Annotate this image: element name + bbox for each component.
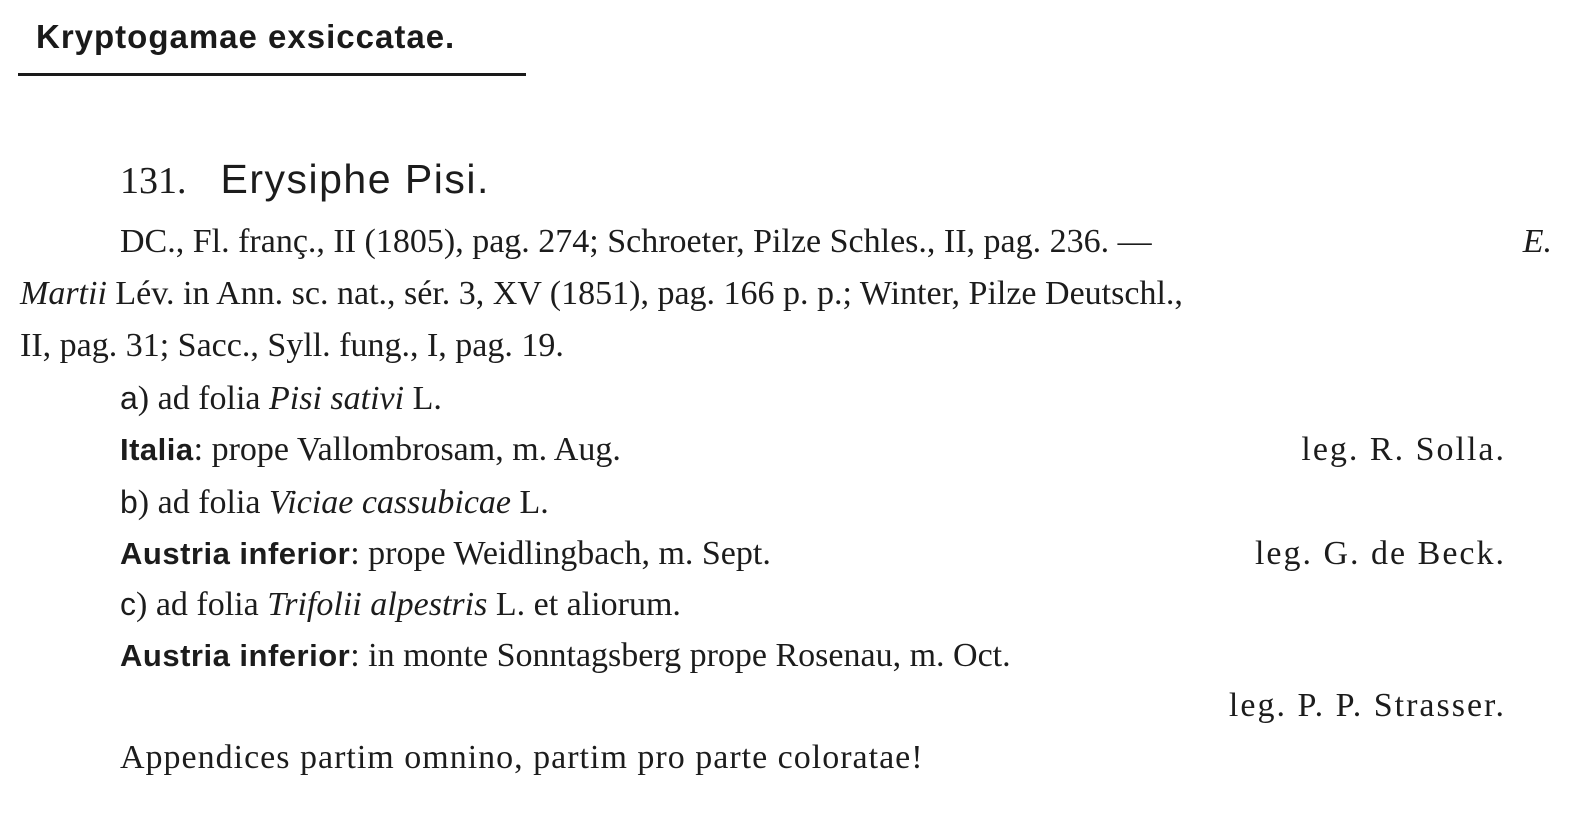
specimen-locality: : prope Weidlingbach, m. Sept. xyxy=(350,535,771,572)
page-header xyxy=(18,14,526,76)
specimen-b-host-line xyxy=(120,482,549,523)
closing-note: Appendices partim omnino, partim pro parte coloratae! xyxy=(120,739,924,776)
citation-line-3 xyxy=(20,326,564,366)
specimen-text: L. et aliorum. xyxy=(487,586,681,623)
specimen-a-locality-line xyxy=(120,430,621,470)
specimen-region: Italia xyxy=(120,432,194,467)
citation-text: DC., Fl. franç., II (1805), pag. 274; Schroeter, Pilze Schles., II, pag. 236. — xyxy=(120,223,1152,260)
specimen-c-collector: leg. P. P. Strasser. xyxy=(1228,687,1506,724)
specimen-label: a xyxy=(120,380,138,416)
specimen-label: b xyxy=(120,484,138,520)
citation-line-1-end xyxy=(1523,222,1552,262)
entry-name: Erysiphe Pisi. xyxy=(220,156,490,202)
specimen-text: ) ad folia xyxy=(136,586,268,623)
citation-genus-abbrev: E. xyxy=(1522,223,1552,260)
specimen-host: Trifolii alpestris xyxy=(267,586,488,623)
specimen-a-collector: leg. R. Solla. xyxy=(1301,431,1506,468)
specimen-b-collector: leg. G. de Beck. xyxy=(1254,535,1506,572)
specimen-text: ) ad folia xyxy=(137,484,270,521)
specimen-b-locality-line xyxy=(120,534,771,574)
header-title: Kryptogamae exsiccatae. xyxy=(36,18,456,55)
citation-line-1 xyxy=(120,222,1152,262)
specimen-region: Austria inferior xyxy=(120,536,351,571)
citation-line-2 xyxy=(20,274,1183,314)
specimen-label: c xyxy=(120,586,136,622)
entry-number: 131. xyxy=(120,160,187,202)
specimen-c-host-line xyxy=(120,584,681,625)
citation-species: Martii xyxy=(20,275,107,312)
entry-title xyxy=(120,154,490,206)
specimen-text: L. xyxy=(511,484,549,521)
specimen-locality: : in monte Sonntagsberg prope Rosenau, m. Oct. xyxy=(350,637,1011,674)
specimen-c-locality-line xyxy=(120,636,1011,676)
citation-text: II, pag. 31; Sacc., Syll. fung., I, pag. 19. xyxy=(20,327,564,364)
specimen-a-host-line xyxy=(120,378,442,419)
specimen-host: Pisi sativi xyxy=(269,380,405,417)
specimen-host: Viciae cassubicae xyxy=(269,484,512,521)
specimen-locality: : prope Vallombrosam, m. Aug. xyxy=(193,431,621,468)
citation-text: Lév. in Ann. sc. nat., sér. 3, XV (1851), pag. 166 p. p.; Winter, Pilze Deutschl., xyxy=(106,275,1183,312)
specimen-text: ) ad folia xyxy=(137,380,270,417)
specimen-text: L. xyxy=(404,380,442,417)
specimen-region: Austria inferior xyxy=(120,638,351,673)
